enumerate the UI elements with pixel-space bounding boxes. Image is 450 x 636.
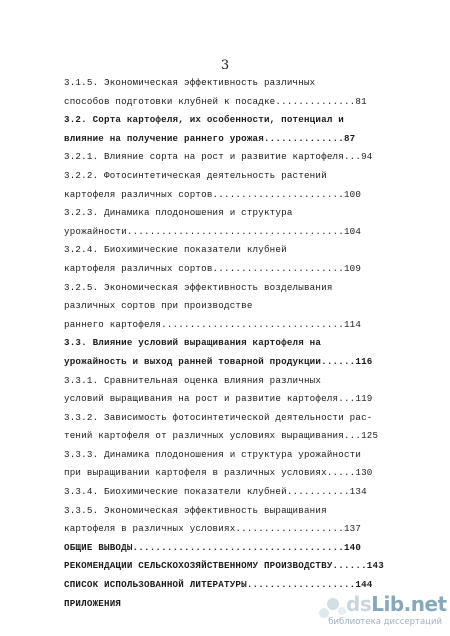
toc-line: 3.2.4. Биохимические показатели клубней [64, 244, 287, 256]
toc-line: ОБЩИЕ ВЫВОДЫ.....................................140 [64, 541, 362, 553]
toc-line: РЕКОМЕНДАЦИИ СЕЛЬСКОХОЗЯЙСТВЕННОМУ ПРОИЗВОДСТВУ......143 [64, 560, 384, 572]
toc-line: 3.3.1. Сравнительная оценка влияния различных [64, 374, 322, 386]
toc-line: при выращивании картофеля в различных условиях.....130 [64, 467, 373, 479]
toc-line: урожайности......................................104 [64, 225, 362, 237]
toc-line: урожайность и выход ранней товарной продукции......116 [64, 355, 373, 367]
toc-line: 3.2. Сорта картофеля, их особенности, потенциал и [64, 114, 344, 126]
toc-line: 3.2.3. Динамика плодоношения и структура [64, 207, 293, 219]
toc-line: 3.2.5. Экономическая эффективность возделывания [64, 281, 333, 293]
toc-line: 3.3. Влияние условий выращивания картофеля на [64, 337, 322, 349]
toc-line: картофеля различных сортов.......................109 [64, 262, 362, 274]
watermark-logo [346, 592, 447, 616]
toc-line: условий выращивания на рост и развитие картофеля...119 [64, 393, 373, 405]
toc-line: способов подготовки клубней к посадке..............81 [64, 95, 367, 107]
toc-line: влияние на получение раннего урожая..............87 [64, 132, 356, 144]
toc-line: 3.3.5. Экономическая эффективность выращивания [64, 504, 327, 516]
page-number: 3 [220, 58, 230, 73]
toc-line: 3.3.2. Зависимость фотосинтетической деятельности рас- [64, 411, 373, 423]
toc-line: 3.3.3. Динамика плодоношения и структура урожайности [64, 448, 362, 460]
watermark [312, 590, 447, 630]
toc-line: 3.3.4. Биохимические показатели клубней...........134 [64, 486, 367, 498]
toc-line: 3.2.1. Влияние сорта на рост и развитие картофеля...94 [64, 151, 373, 163]
toc-line: 3.1.5. Экономическая эффективность различных [64, 77, 316, 88]
toc-line: раннего картофеля................................114 [64, 318, 362, 330]
watermark-logo-suffix: Lib.net [371, 592, 447, 616]
watermark-logo-prefix: ds [346, 592, 372, 616]
toc-line: различных сортов при производстве [64, 300, 253, 312]
toc-line: 3.2.2. Фотосинтетическая деятельность растений [64, 169, 327, 181]
toc-line: ПРИЛОЖЕНИЯ [64, 597, 122, 609]
toc-line: СПИСОК ИСПОЛЬЗОВАННОЙ ЛИТЕРАТУРЫ...................144 [64, 579, 373, 591]
toc-line: картофеля различных сортов.......................100 [64, 188, 362, 200]
watermark-subtitle: библиотека диссертаций [328, 617, 442, 627]
table-of-contents [64, 74, 394, 613]
toc-line: картофеля в различных условиях...................137 [64, 523, 362, 535]
toc-line: тений картофеля от различных условиях выращивания...125 [64, 430, 379, 442]
